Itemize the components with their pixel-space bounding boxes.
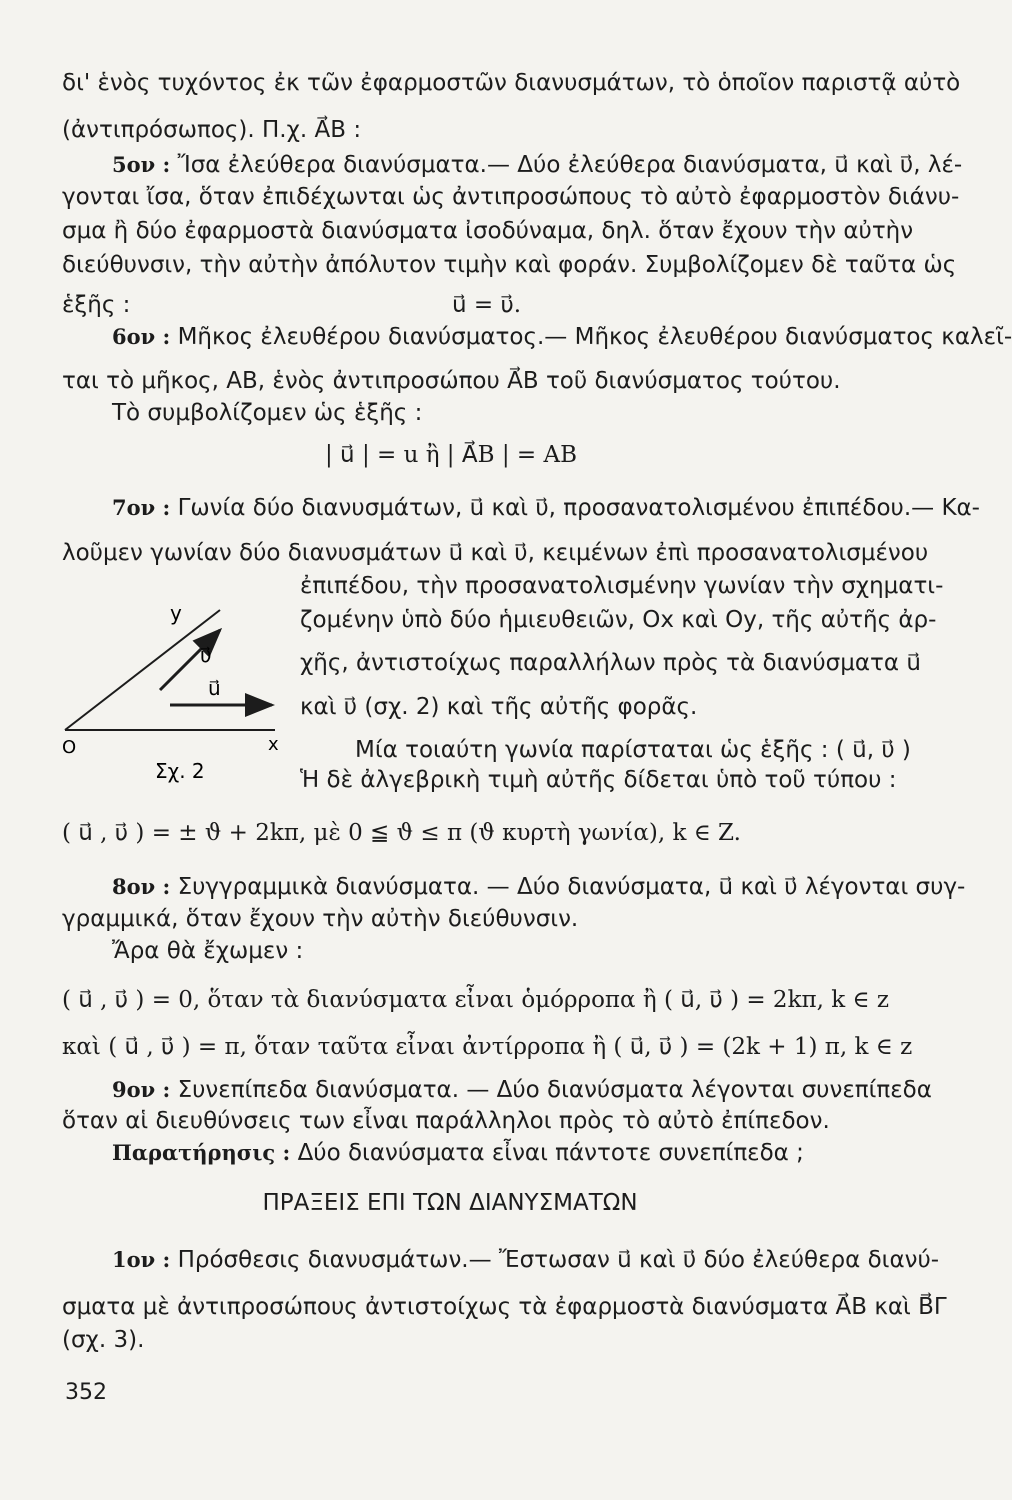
text-line: ται τὸ μῆκος, AB, ἑνὸς ἀντιπροσώπου A⃗B τοῦ διανύσματος τούτου. [62,368,841,394]
section-title: ΠΡΑΞΕΙΣ ΕΠΙ ΤΩΝ ΔΙΑΝΥΣΜΑΤΩΝ [262,1190,638,1216]
text-line: διεύθυνσιν, τὴν αὐτὴν ἀπόλυτον τιμὴν καὶ φοράν. Συμβολίζομεν δὲ ταῦτα ὡς [62,252,957,278]
section-number: 8ον : [112,874,171,899]
text-line: ἑξῆς : [62,292,131,318]
remark-label: Παρατήρησις : [112,1140,291,1165]
section-number: 6ον : [112,324,171,349]
text-line: λοῦμεν γωνίαν δύο διανυσμάτων u⃗ καὶ υ⃗, κειμένων ἐπὶ προσανατολισμένου [62,540,929,566]
text-line: Συγγραμμικὰ διανύσματα. — Δύο διανύσματα, u⃗ καὶ υ⃗ λέγονται συγ- [177,874,966,900]
text-line: Γωνία δύο διανυσμάτων, u⃗ καὶ υ⃗, προσανατολισμένου ἐπιπέδου.— Κα- [177,495,980,521]
section-7-heading [112,493,980,523]
y-axis [65,610,220,730]
equation: | u⃗ | = u ἢ | A⃗B | = AB [325,442,577,468]
text-line: Ἄρα θὰ ἔχωμεν : [112,938,304,964]
formula: ( u⃗ , υ⃗ ) = ± ϑ + 2kπ, μὲ 0 ≦ ϑ ≤ π (ϑ κυρτὴ γωνία), k ∈ Z. [62,820,741,846]
text-line: γραμμικά, ὅταν ἔχουν τὴν αὐτὴν διεύθυνσιν. [62,906,579,932]
equation: u⃗ = υ⃗. [452,292,522,318]
text-line: ὅταν αἱ διευθύνσεις των εἶναι παράλληλοι πρὸς τὸ αὐτὸ ἐπίπεδον. [62,1108,830,1134]
section-number: 9ον : [112,1077,171,1102]
text-line: δι' ἑνὸς τυχόντος ἐκ τῶν ἐφαρμοστῶν διανυσμάτων, τὸ ὁποῖον παριστᾷ αὐτὸ [62,70,961,96]
text-line: χῆς, ἀντιστοίχως παραλλήλων πρὸς τὰ διανύσματα u⃗ [300,650,921,676]
label-y: y [170,601,182,625]
remark [112,1138,892,1168]
text-line: (ἀντιπρόσωπος). Π.χ. A⃗B : [62,117,362,143]
text-line: γονται ἴσα, ὅταν ἐπιδέχωνται ὡς ἀντιπροσώπους τὸ αὐτὸ ἐφαρμοστὸν διάνυ- [62,184,960,210]
figure-2 [50,595,290,795]
text-line: ζομένην ὑπὸ δύο ἡμιευθειῶν, Ox καὶ Oy, τῆς αὐτῆς ἀρ- [300,607,937,633]
label-x: x [268,734,279,755]
label-v: υ⃗ [200,643,212,667]
text-line: Δύο διανύσματα εἶναι πάντοτε συνεπίπεδα ; [297,1140,804,1166]
text-line: Ἡ δὲ ἀλγεβρικὴ τιμὴ αὐτῆς δίδεται ὑπὸ τοῦ τύπου : [300,767,897,793]
formula: καὶ ( u⃗ , υ⃗ ) = π, ὅταν ταῦτα εἶναι ἀντίρροπα ἢ ( u⃗, υ⃗ ) = (2k + 1) π, k ∈ z [62,1034,913,1060]
text-line: καὶ υ⃗ (σχ. 2) καὶ τῆς αὐτῆς φορᾶς. [300,694,698,720]
text-line: Τὸ συμβολίζομεν ὡς ἑξῆς : [112,400,423,426]
section-6-heading [112,322,1012,352]
text-line: σμα ἢ δύο ἐφαρμοστὰ διανύσματα ἰσοδύναμα, δηλ. ὅταν ἔχουν τὴν αὐτὴν [62,218,914,244]
section-number: 7ον : [112,495,171,520]
page-number: 352 [65,1380,107,1405]
label-origin: O [62,737,77,758]
section-number: 1ον : [112,1247,171,1272]
formula: ( u⃗ , υ⃗ ) = 0, ὅταν τὰ διανύσματα εἶναι ὁμόρροπα ἢ ( u⃗, υ⃗ ) = 2kπ, k ∈ z [62,987,889,1013]
text-line: Συνεπίπεδα διανύσματα. — Δύο διανύσματα λέγονται συνεπίπεδα [177,1077,932,1103]
figure-caption: Σχ. 2 [155,759,205,783]
text-line: Μῆκος ἐλευθέρου διανύσματος.— Μῆκος ἐλευθέρου διανύσματος καλεῖ- [177,324,1012,350]
section-number: 5ον : [112,152,171,177]
text-line: ἐπιπέδου, τὴν προσανατολισμένην γωνίαν τὴν σχηματι- [300,573,944,599]
text-line: Μία τοιαύτη γωνία παρίσταται ὡς ἑξῆς : ( u⃗, υ⃗ ) [355,737,911,763]
label-u: u⃗ [208,676,221,700]
text-line: Ἴσα ἐλεύθερα διανύσματα.— Δύο ἐλεύθερα διανύσματα, u⃗ καὶ υ⃗, λέ- [177,152,963,178]
section-1-heading [112,1245,940,1275]
section-8-heading [112,872,966,902]
section-5-heading [112,150,963,180]
text-line: Πρόσθεσις διανυσμάτων.— Ἔστωσαν u⃗ καὶ υ⃗ δύο ἐλεύθερα διανύ- [177,1247,940,1273]
text-line: σματα μὲ ἀντιπροσώπους ἀντιστοίχως τὰ ἐφαρμοστὰ διανύσματα A⃗B καὶ B⃗Γ [62,1294,947,1320]
section-9-heading [112,1075,932,1105]
text-line: (σχ. 3). [62,1327,145,1353]
